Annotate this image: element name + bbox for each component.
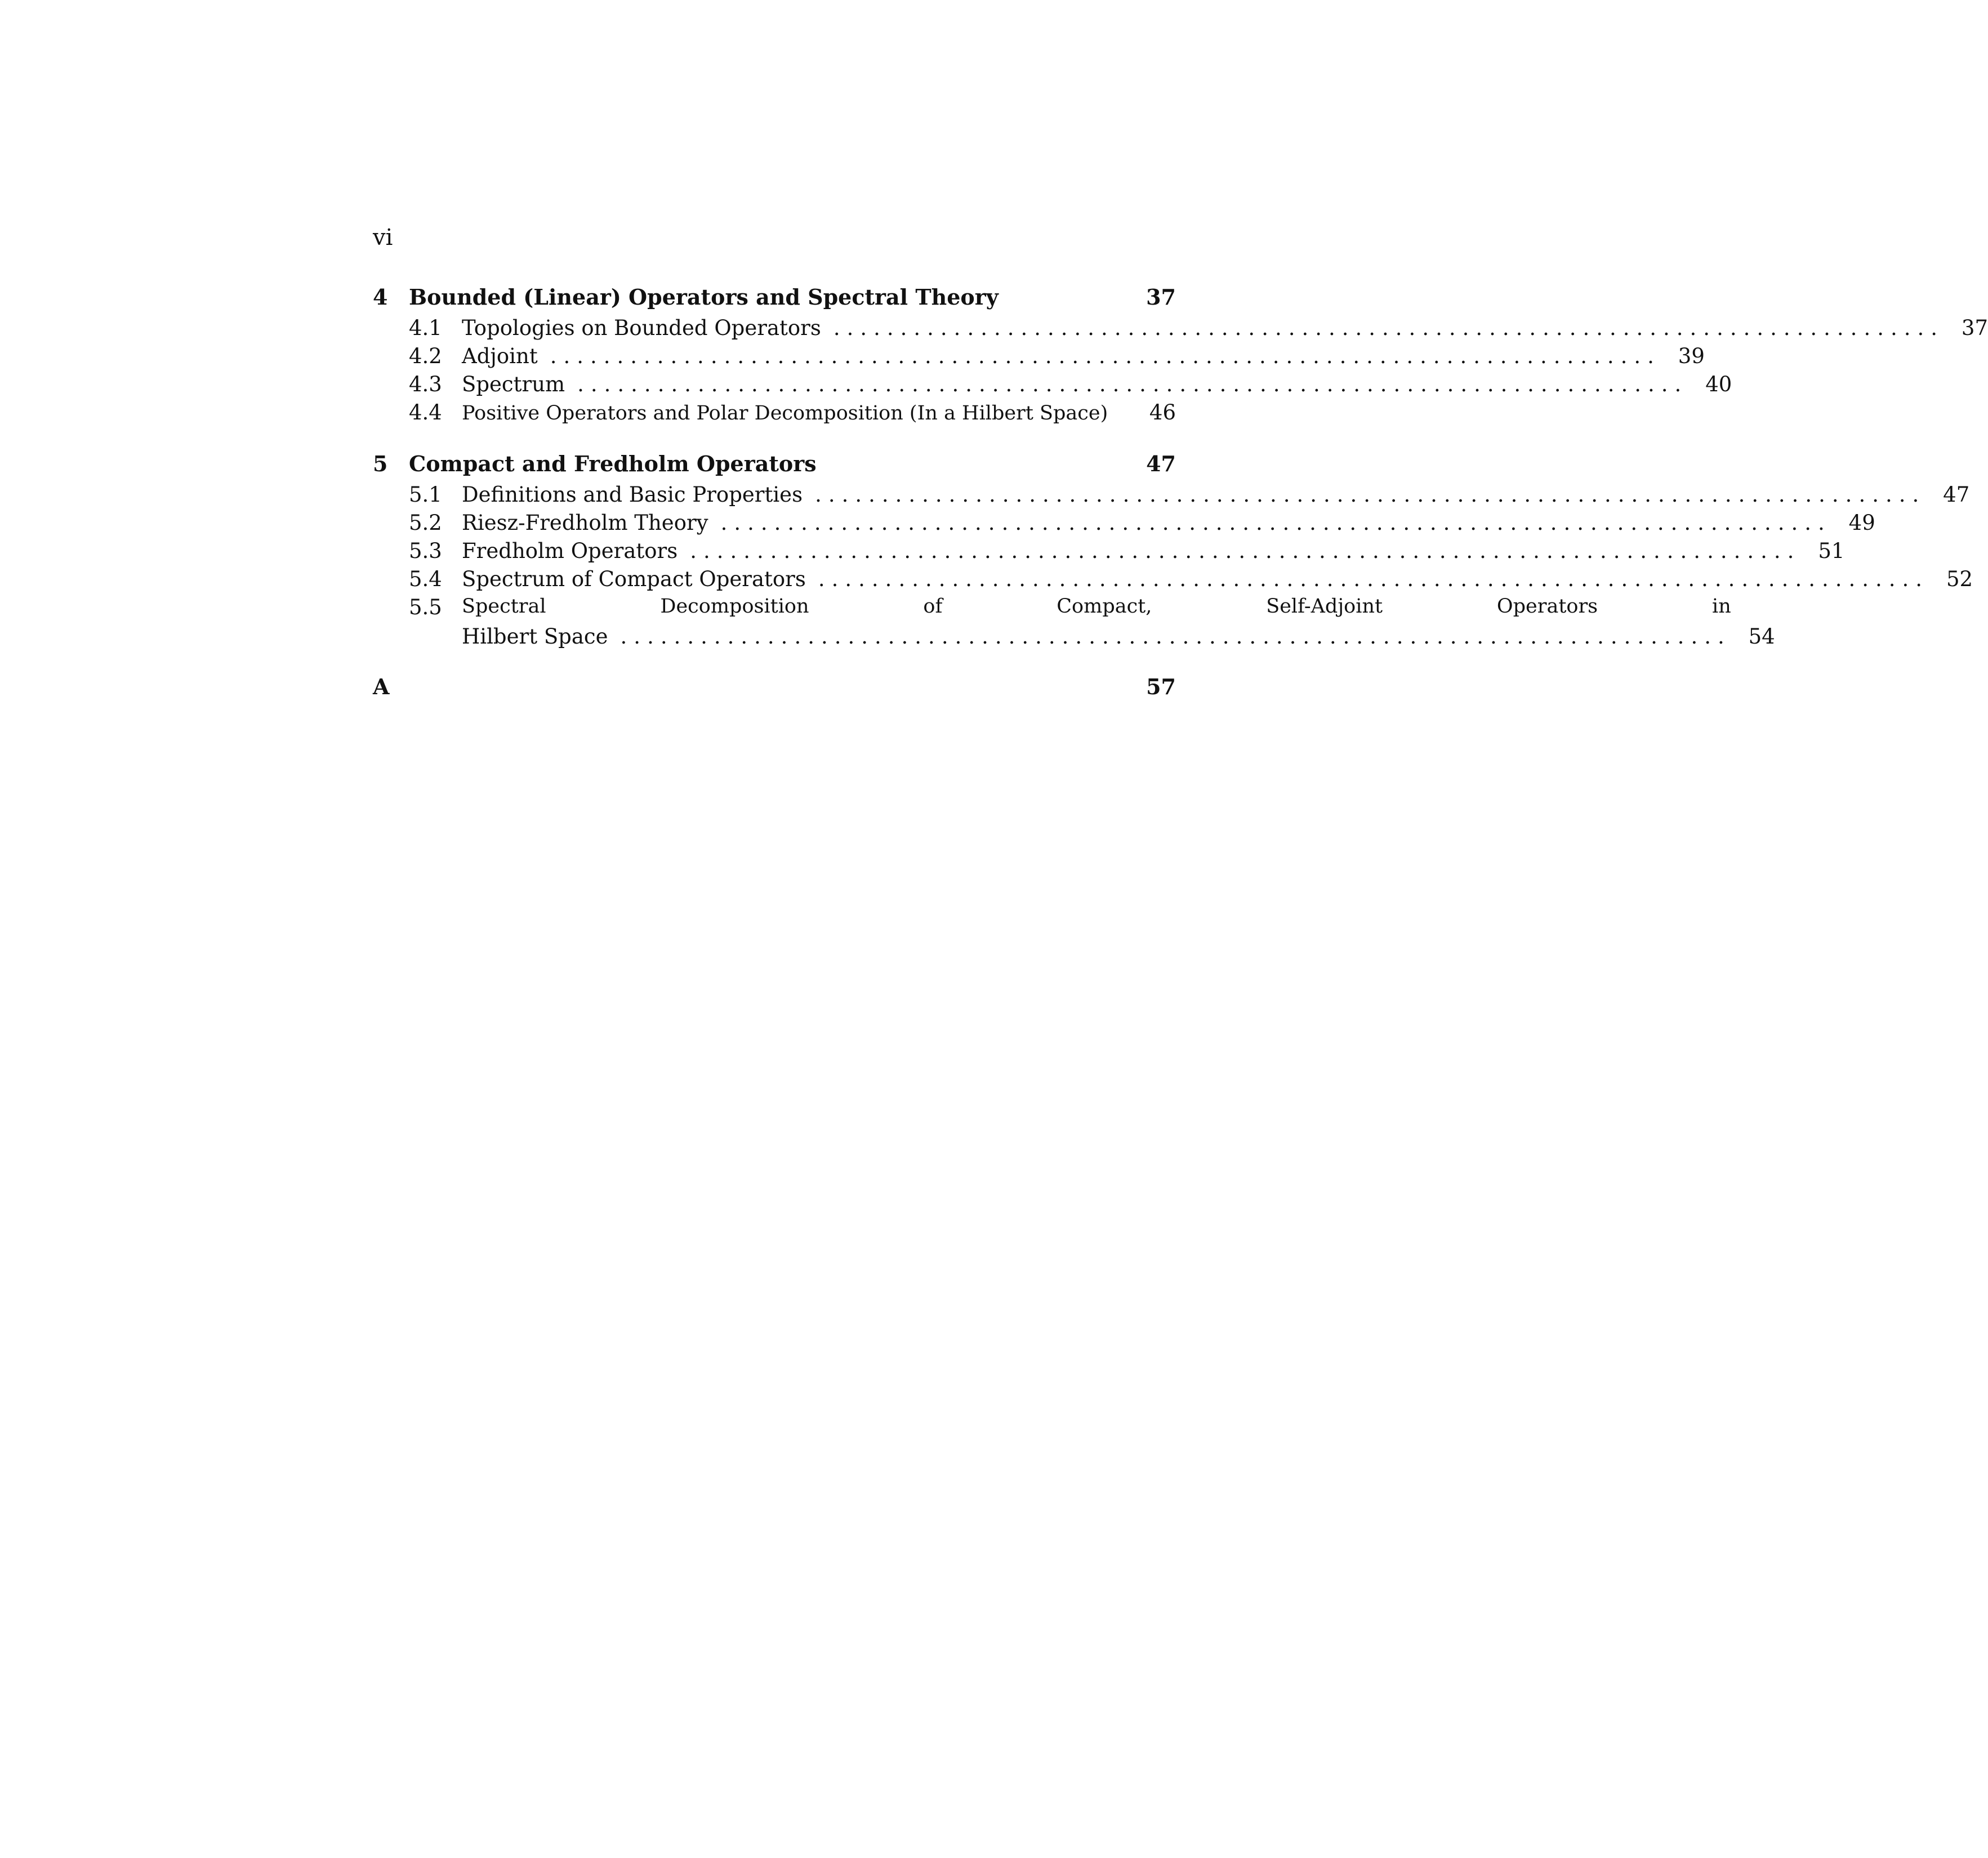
- dot-leader: ...................................................................................: [815, 483, 1926, 507]
- section-page-number: 47: [1943, 483, 1970, 507]
- section-title: Positive Operators and Polar Decomposition (In a Hilbert Space): [462, 402, 1108, 425]
- table-of-contents: [373, 284, 1988, 728]
- section-number: 4.2: [409, 344, 442, 368]
- section-page-number: 37: [1961, 316, 1988, 340]
- section-page-number: 54: [1748, 624, 1775, 649]
- dot-leader: ...................................................................................: [577, 372, 1688, 396]
- section-number: 5.5: [409, 595, 442, 619]
- section-title: Topologies on Bounded Operators: [462, 316, 821, 340]
- section-title: Fredholm Operators: [462, 539, 678, 563]
- toc-entry-5-5[interactable]: [373, 595, 1775, 651]
- dot-leader: ...................................................................................: [620, 624, 1731, 649]
- toc-entry-4-1[interactable]: [373, 316, 1988, 344]
- section-page-number: 52: [1946, 567, 1973, 591]
- chapter-heading[interactable]: [373, 451, 1176, 483]
- toc-entry-4-4[interactable]: [373, 400, 1176, 428]
- section-title-wrapped: [462, 595, 1775, 649]
- section-page-number: 49: [1848, 511, 1875, 535]
- section-title-line-2-row: [462, 624, 1775, 649]
- section-number: 4.3: [409, 372, 442, 396]
- chapter-page-number: 37: [1146, 284, 1176, 310]
- chapter-page-number: 57: [1146, 674, 1176, 699]
- dot-leader: ...................................................................................: [818, 567, 1929, 591]
- chapter-title: Bounded (Linear) Operators and Spectral Theory: [409, 284, 999, 310]
- section-number: 4.1: [409, 316, 442, 340]
- toc-entry-5-1[interactable]: [373, 483, 1970, 511]
- section-title-line-2: Hilbert Space: [462, 624, 608, 649]
- section-page-number: 40: [1705, 372, 1732, 396]
- section-title: Adjoint: [462, 344, 538, 368]
- chapter-5: [373, 451, 1973, 651]
- chapter-4: [373, 284, 1988, 428]
- toc-entry-5-2[interactable]: [373, 511, 1875, 539]
- section-page-number: 46: [1149, 400, 1176, 425]
- appendix-a: [373, 674, 1176, 705]
- section-title: Spectrum of Compact Operators: [462, 567, 806, 591]
- section-title: Spectrum: [462, 372, 565, 396]
- section-title-line-1: Spectral Decomposition of Compact, Self-Adjoint Operators in: [462, 595, 1731, 618]
- chapter-number: 5: [373, 451, 388, 476]
- dot-leader: ...................................................................................: [690, 539, 1801, 563]
- chapter-number: A: [373, 674, 390, 699]
- section-number: 5.1: [409, 483, 442, 507]
- section-number: 5.3: [409, 539, 442, 563]
- dot-leader: ...................................................................................: [833, 316, 1945, 340]
- section-title: Riesz-Fredholm Theory: [462, 511, 708, 535]
- chapter-heading[interactable]: [373, 284, 1176, 316]
- chapter-title: Compact and Fredholm Operators: [409, 451, 817, 476]
- toc-entry-4-3[interactable]: [373, 372, 1732, 400]
- section-number: 4.4: [409, 400, 442, 425]
- page-number: vi: [373, 225, 393, 251]
- toc-entry-5-4[interactable]: [373, 567, 1973, 595]
- chapter-page-number: 47: [1146, 451, 1176, 476]
- section-title: Definitions and Basic Properties: [462, 483, 803, 507]
- section-page-number: 51: [1818, 539, 1845, 563]
- section-number: 5.2: [409, 511, 442, 535]
- toc-entry-4-2[interactable]: [373, 344, 1705, 372]
- dot-leader: ...................................................................................: [550, 344, 1661, 368]
- toc-entry-5-3[interactable]: [373, 539, 1845, 567]
- dot-leader: ...................................................................................: [720, 511, 1831, 535]
- section-number: 5.4: [409, 567, 442, 591]
- chapter-heading[interactable]: [373, 674, 1176, 705]
- section-page-number: 39: [1678, 344, 1705, 368]
- chapter-number: 4: [373, 284, 388, 310]
